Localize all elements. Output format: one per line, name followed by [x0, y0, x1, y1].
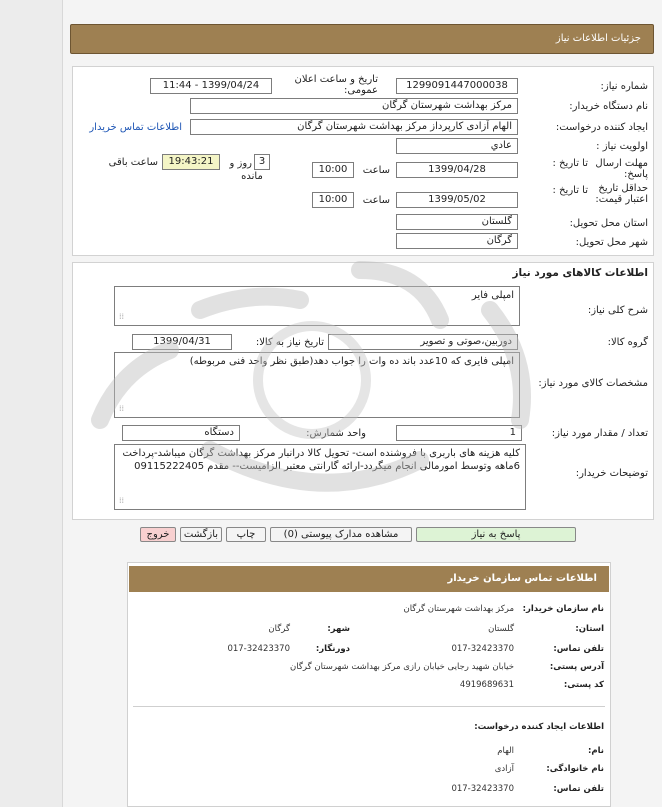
contact-fax-label: دورنگار: [315, 644, 350, 654]
contact-postal-value: 4919689631 [459, 680, 514, 690]
buyer-field: مرکز بهداشت شهرستان گرگان [190, 98, 518, 114]
creator-field: الهام آزادی کارپرداز مرکز بهداشت شهرستان گرگان [190, 119, 518, 135]
unit-field: دستگاه [122, 425, 240, 441]
need-date-field: 1399/04/31 [132, 334, 232, 350]
days-field: 3 [254, 154, 270, 170]
contact-province-label: استان: [575, 624, 604, 634]
announce-field: 1399/04/24 - 11:44 [150, 78, 272, 94]
exit-button[interactable]: خروج [140, 527, 176, 542]
creator-phone-label: تلفن تماس: [553, 784, 604, 794]
contact-phone-label: تلفن تماس: [553, 644, 604, 654]
notes-label: توضیحات خریدار: [575, 468, 648, 479]
goods-section-title: اطلاعات کالاهای مورد نیاز [512, 267, 648, 279]
contact-province-value: گلستان [488, 624, 514, 634]
back-button[interactable]: بازگشت [180, 527, 222, 542]
creator-label: ایجاد کننده درخواست: [555, 122, 648, 133]
group-field: دوربین،صوتی و تصویر [328, 334, 518, 350]
qty-field: 1 [396, 425, 522, 441]
creator-family-label: نام خانوادگی: [546, 764, 604, 774]
creator-name-label: نام: [587, 746, 604, 756]
contact-org-value: مرکز بهداشت شهرستان گرگان [403, 604, 514, 614]
qty-label: تعداد / مقدار مورد نیاز: [551, 428, 648, 439]
remaining-label-1: ساعت باقی [108, 157, 158, 168]
validity-to-date-label: تا تاریخ : [552, 185, 588, 196]
attachments-button[interactable]: مشاهده مدارک پیوستی (0) [270, 527, 412, 542]
resize-grip-icon[interactable]: ⁞⁞ [119, 312, 125, 321]
province-label: استان محل تحویل: [569, 218, 648, 229]
contact-address-value: خیابان شهید رجایی خیابان رازی مرکز بهداشت شهرستان گرگان [290, 662, 514, 672]
reply-deadline-label: مهلت ارسال پاسخ: [595, 158, 648, 180]
priority-field: عادي [396, 138, 518, 154]
validity-label: حداقل تاریخ اعتبار قیمت: [595, 183, 648, 205]
spec-field[interactable] [114, 352, 520, 418]
contact-card-title: اطلاعات تماس سازمان خریدار [129, 566, 609, 592]
spec-text: امپلی فایری که 10عدد باند ده وات را جواب دهد(طبق نظر واحد فنی مربوطه) [189, 356, 514, 367]
buyer-label: نام دستگاه خریدار: [569, 101, 648, 112]
number-field: 1299091447000038 [396, 78, 518, 94]
creator-phone-value: 017-32423370 [451, 784, 514, 794]
validity-hour-label: ساعت [362, 195, 390, 206]
creator-name-value: الهام [497, 746, 514, 756]
contact-fax-value: 017-32423370 [227, 644, 290, 654]
need-date-label: تاریخ نیاز به کالا: [255, 337, 324, 348]
validity-date-field: 1399/05/02 [396, 192, 518, 208]
contact-city-label: شهر: [327, 624, 350, 634]
creator-family-value: آزادی [494, 764, 514, 774]
days-label: روز و [229, 158, 252, 169]
summary-field[interactable] [114, 286, 520, 326]
contact-phone-value: 017-32423370 [451, 644, 514, 654]
group-label: گروه کالا: [607, 337, 648, 348]
notes-text: کلیه هزینه های باربری با فروشنده است- تحویل کالا درانبار مرکز بهداشت گرگان میباشد-پرداخت 6ماهه وتوسط امورمالی انجام میگردد-ارائه گارانتی معتبر الزامیست-- مقدم 09115222405 [122, 448, 520, 472]
resize-grip-icon[interactable]: ⁞⁞ [119, 496, 125, 505]
print-button[interactable]: چاپ [226, 527, 266, 542]
notes-field[interactable] [114, 444, 526, 510]
priority-label: اولویت نیاز : [596, 141, 648, 152]
contact-postal-label: کد پستی: [563, 680, 604, 690]
city-field: گرگان [396, 233, 518, 249]
contact-org-label: نام سازمان خریدار: [522, 604, 604, 614]
contact-city-value: گرگان [268, 624, 290, 634]
reply-date-field: 1399/04/28 [396, 162, 518, 178]
page-title: جزئیات اطلاعات نیاز [70, 24, 654, 54]
city-label: شهر محل تحویل: [575, 237, 648, 248]
creator-info-title: اطلاعات ایجاد کننده درخواست: [474, 722, 604, 732]
contact-address-label: آدرس پستی: [549, 662, 604, 672]
number-label: شماره نیاز: [600, 81, 648, 92]
remaining-label-2: مانده [241, 171, 263, 182]
reply-hour-label: ساعت [362, 165, 390, 176]
unit-label: واحد شمارش: [306, 428, 366, 439]
remaining-time-field: 19:43:21 [162, 154, 220, 170]
buyer-contact-link[interactable]: اطلاعات تماس خریدار [89, 122, 182, 133]
reply-button[interactable]: پاسخ به نیاز [416, 527, 576, 542]
validity-time-field: 10:00 [312, 192, 354, 208]
contact-divider [133, 706, 605, 707]
summary-label: شرح کلی نیاز: [587, 305, 648, 316]
reply-to-date-label: تا تاریخ : [552, 158, 588, 169]
resize-grip-icon[interactable]: ⁞⁞ [119, 404, 125, 413]
province-field: گلستان [396, 214, 518, 230]
spec-label: مشخصات کالای مورد نیاز: [538, 378, 648, 389]
reply-time-field: 10:00 [312, 162, 354, 178]
summary-text: امپلی فایر [471, 290, 514, 301]
announce-label: تاریخ و ساعت اعلان عمومی: [294, 74, 378, 96]
